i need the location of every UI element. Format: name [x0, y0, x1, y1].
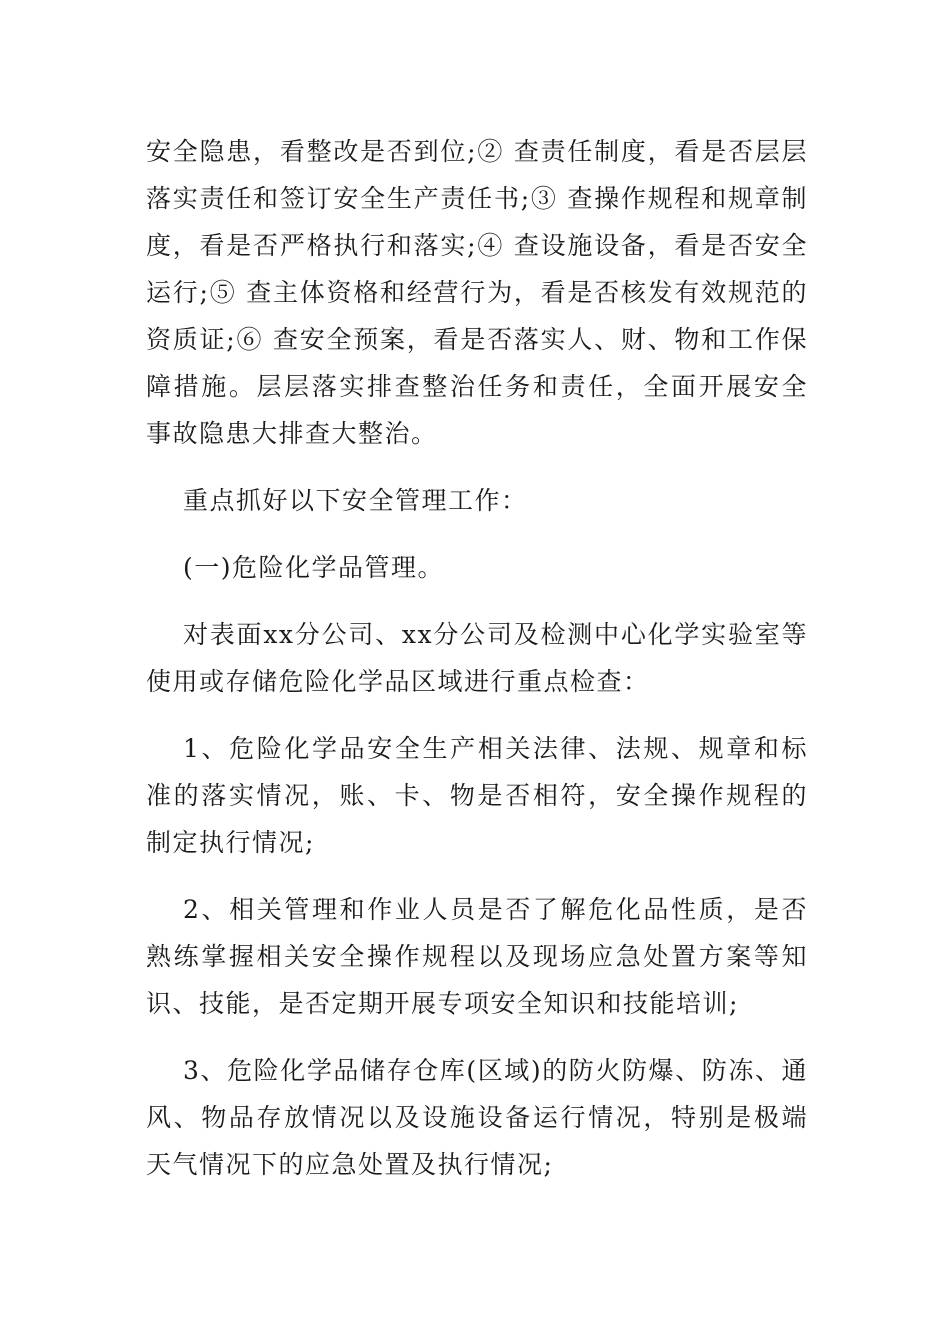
section-heading: (一)危险化学品管理。	[183, 553, 445, 582]
list-item-1: 1、危险化学品安全生产相关法律、法规、规章和标准的落实情况，账、卡、物是否相符，安全操作规程的制定执行情况;	[146, 734, 808, 857]
paragraph-1: 安全隐患，看整改是否到位;② 查责任制度，看是否层层落实责任和签订安全生产责任书;③ 查操作规程和规章制度，看是否严格执行和落实;④ 查设施设备，看是否安全运行;⑤ 查主体资格和经营行为，看是否核发有效规范的资质证;⑥ 查安全预案，看是否落实人、财、物和工作保障措施。层层落实排查整治任务和责任，全面开展安全事故隐患大排查大整治。	[146, 137, 808, 448]
paragraph-4: 对表面xx分公司、xx分公司及检测中心化学实验室等使用或存储危险化学品区域进行重点检查：	[146, 620, 808, 696]
list-item-2: 2、相关管理和作业人员是否了解危化品性质，是否熟练掌握相关安全操作规程以及现场应急处置方案等知识、技能，是否定期开展专项安全知识和技能培训;	[146, 895, 808, 1018]
list-item-3: 3、危险化学品储存仓库(区域)的防火防爆、防冻、通风、物品存放情况以及设施设备运行情况，特别是极端天气情况下的应急处置及执行情况;	[146, 1056, 808, 1179]
paragraph-2: 重点抓好以下安全管理工作：	[183, 486, 528, 515]
document-body	[146, 128, 808, 1208]
